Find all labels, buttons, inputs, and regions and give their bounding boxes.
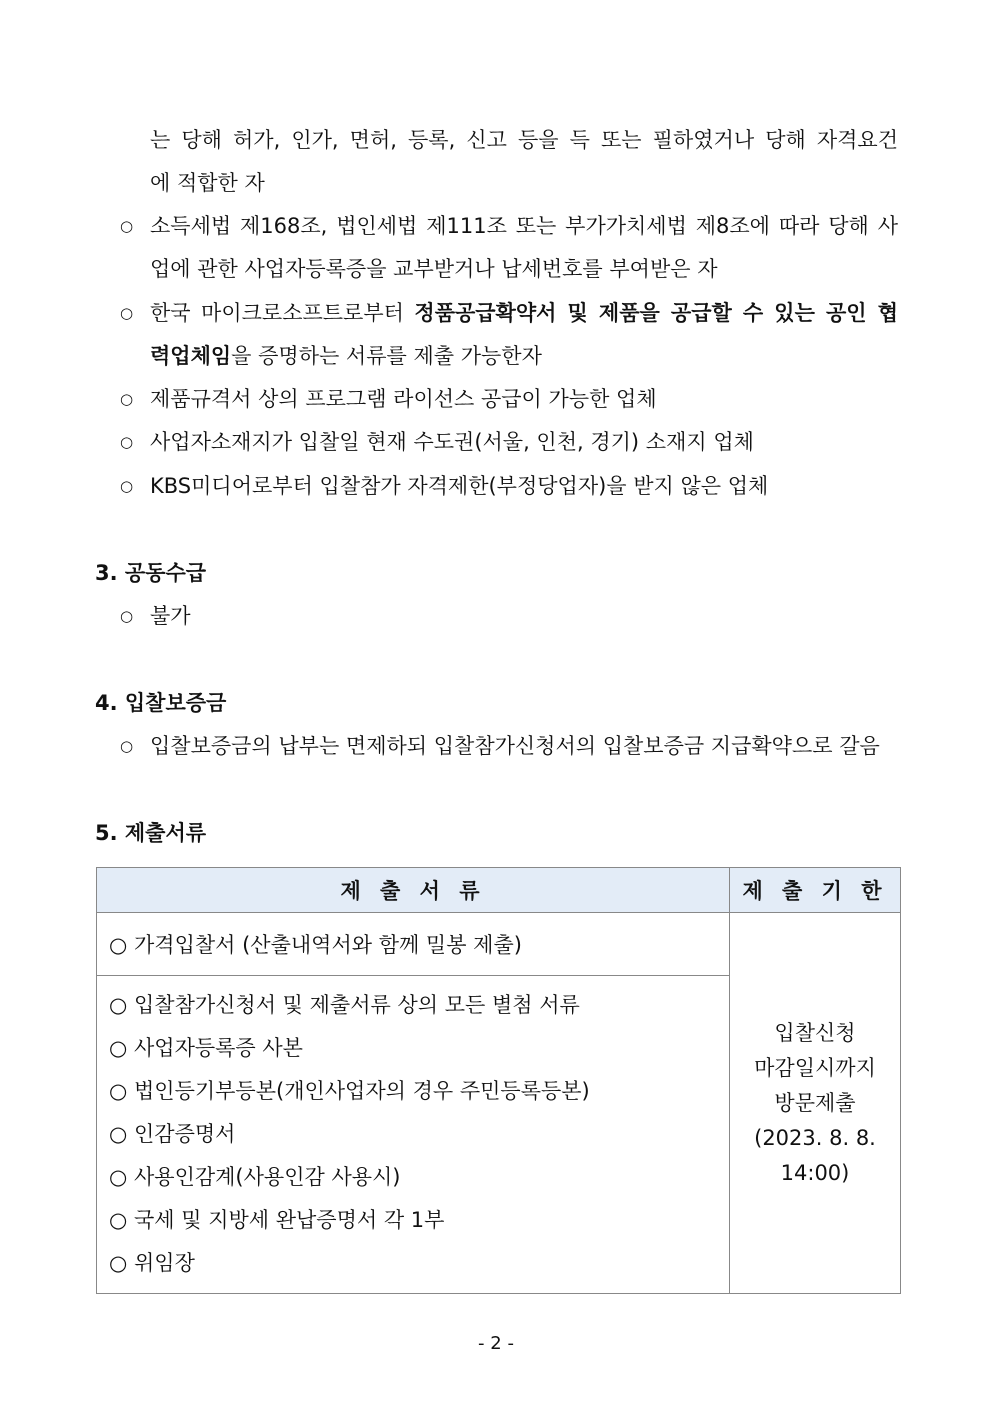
requirement-2-line-2	[150, 341, 542, 371]
price-bid-document: ○ 가격입찰서 (산출내역서와 함께 밀봉 제출)	[97, 913, 730, 976]
requirement-2-bold-text-2: 력업체임	[150, 344, 232, 368]
deadline-line: 입찰신청	[774, 1020, 856, 1045]
requirement-1-line-1: 소득세법 제168조, 법인세법 제111조 또는 부가가치세법 제8조에 따라 당해 사	[150, 214, 898, 238]
deadline-line: 방문제출	[774, 1090, 856, 1115]
bullet-icon: ○	[120, 304, 134, 322]
requirement-2-text: 한국 마이크로소프트로부터	[150, 301, 415, 325]
list-item: ○ 사용인감계(사용인감 사용시)	[109, 1165, 401, 1189]
requirement-4: 사업자소재지가 입찰일 현재 수도권(서울, 인천, 경기) 소재지 업체	[150, 430, 754, 454]
table-row	[97, 913, 901, 976]
bullet-icon: ○	[120, 433, 134, 451]
list-item: ○ 인감증명서	[109, 1122, 236, 1146]
section-3-item: 불가	[150, 604, 191, 628]
deadline-cell	[730, 913, 901, 1294]
requirement-2-text-2: 을 증명하는 서류를 제출 가능한자	[231, 344, 542, 368]
bullet-icon: ○	[120, 217, 134, 235]
bullet-icon: ○	[120, 607, 134, 625]
list-item: ○ 사업자등록증 사본	[109, 1036, 303, 1060]
intro-line-1: 는 당해 허가, 인가, 면허, 등록, 신고 등을 득 또는 필하였거나 당해 자격요건	[150, 128, 898, 152]
list-item: ○ 법인등기부등본(개인사업자의 경우 주민등록등본)	[109, 1079, 590, 1103]
section-5-title: 5. 제출서류	[95, 821, 207, 845]
intro-line-2: 에 적합한 자	[150, 171, 265, 195]
bullet-icon: ○	[120, 477, 134, 495]
requirement-1-line-2: 업에 관한 사업자등록증을 교부받거나 납세번호를 부여받은 자	[150, 257, 718, 281]
documents-list	[97, 976, 730, 1294]
requirement-3: 제품규격서 상의 프로그램 라이선스 공급이 가능한 업체	[150, 387, 657, 411]
header-deadline: 제 출 기 한	[730, 868, 901, 913]
page-number: - 2 -	[478, 1333, 514, 1354]
deadline-line: 14:00)	[780, 1160, 850, 1185]
list-item: ○ 위임장	[109, 1251, 195, 1275]
list-item: ○ 국세 및 지방세 완납증명서 각 1부	[109, 1208, 445, 1232]
deadline-line: (2023. 8. 8.	[754, 1125, 876, 1150]
requirement-5: KBS미디어로부터 입찰참가 자격제한(부정당업자)을 받지 않은 업체	[150, 474, 769, 498]
bullet-icon: ○	[120, 737, 134, 755]
requirement-2-bold-text: 정품공급확약서 및 제품을 공급할 수 있는 공인 협	[414, 301, 898, 325]
bullet-icon: ○	[120, 390, 134, 408]
section-4-item: 입찰보증금의 납부는 면제하되 입찰참가신청서의 입찰보증금 지급확약으로 갈음	[150, 734, 880, 758]
header-documents: 제 출 서 류	[97, 868, 730, 913]
documents-table	[96, 867, 901, 1294]
section-4-title: 4. 입찰보증금	[95, 691, 227, 715]
table-header-row	[97, 868, 901, 913]
requirement-2-line-1	[150, 298, 898, 328]
section-3-title: 3. 공동수급	[95, 561, 207, 585]
list-item: ○ 입찰참가신청서 및 제출서류 상의 모든 별첨 서류	[109, 993, 580, 1017]
deadline-line: 마감일시까지	[754, 1055, 876, 1080]
